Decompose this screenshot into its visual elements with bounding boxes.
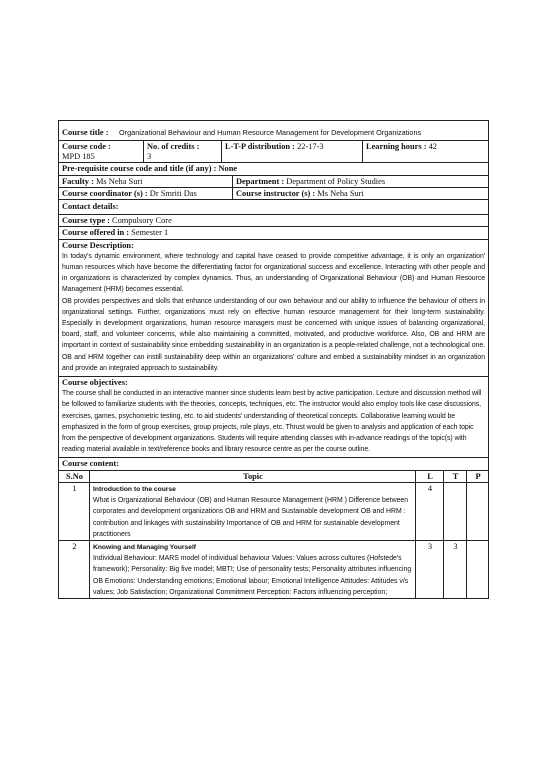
course-objectives-text: The course shall be conducted in an interactive manner since students learn best by active participation. Lecture and discussion method will be followed to familiarize students with the theories, concepts, techniques, etc. The instructor would also employ tools like case discussions, exercises, games, psychometric testing, etc. to aid students' understanding of theoretical concepts. Collaborative learning would be emphasized in the form of group exercises, group projects, role plays, etc. Thrust would be given to analysis and application of each topic from the perspective of development organizations. Students will require attending classes with in-advance readings of the topic(s) with reading material available in text/reference books and library resource centre as per the course outline. — [62, 390, 482, 454]
instructor-value: Ms Neha Suri — [317, 188, 364, 198]
course-title-row — [59, 121, 488, 140]
course-content-heading: Course content: — [62, 459, 119, 469]
contact-details-label: Contact details: — [62, 202, 119, 212]
course-description-paragraph-2: OB provides perspectives and skills that enhance understanding of our own behaviour and our ability to influence the behaviour of others in organizational settings. Further, organizations must rely on effective human resource management for their long-term sustainability. Especially in development organizations, human resource managers must be concerned with unique issues of balancing organizational, board, staff, and volunteer concerns, while also maintaining a committed, motivated, and productive workforce. Also, OB and HRM are important in context of sustainability since embedding sustainability in an organization is a people-related challenge, not a technological one. OB and HRM together can instill sustainability deep within an organizations' culture and embed a sustainability mindset in an organization and provide an integrated approach to sustainability. — [62, 297, 485, 372]
course-code-value: MPD 185 — [62, 152, 95, 162]
course-outline-table — [58, 120, 489, 599]
course-offered-value: Semester 1 — [131, 228, 169, 238]
course-objectives-row — [59, 376, 488, 457]
coordinator-row — [59, 187, 488, 199]
course-title-value: Organizational Behaviour and Human Resource Management for Development Organizations — [118, 128, 422, 137]
course-title-label: Course title : — [62, 128, 109, 137]
table-row — [59, 540, 488, 598]
topic-body: Individual Behaviour: MARS model of individual behaviour Values: Values across cultures (Hofstede's framework); Personality: Big five model; MBTI; Use of personality tests; Personality attributes influencing OB Emotions: Understanding emotions; Emotional labour; Emotional Intelligence Attitudes: Attitudes v/s values; Job Satisfaction; Organizational Commitment Perception: Factors influencing perception; — [93, 555, 412, 596]
coordinator-value: Dr Smriti Das — [149, 188, 197, 198]
prerequisite-row — [59, 162, 488, 174]
prerequisite-value: None — [218, 164, 238, 174]
faculty-value: Ms Neha Suri — [95, 176, 143, 186]
column-header-sno: S.No — [66, 471, 83, 481]
course-type-value: Compulsory Core — [112, 216, 172, 226]
coordinator-label: Course coordinator (s) : — [62, 188, 148, 198]
course-content-heading-row — [59, 457, 488, 469]
course-description-paragraph-1: In today's dynamic environment, where technology and capital have ceased to provide competitive advantage, it is only an organization' human resources which have become the differentiating factor for organizational success and excellence. Interacting with other people and in organizations is characterized by complex dynamics. Thus, an understanding of Organizational Behaviour (OB) and Human Resource Management (HRM) becomes essential. — [62, 252, 485, 294]
column-header-topic: Topic — [89, 471, 415, 482]
ltp-label: L-T-P distribution : — [225, 142, 295, 151]
course-type-row — [59, 214, 488, 226]
row-t — [443, 483, 466, 540]
course-meta-row — [59, 140, 488, 162]
column-header-t: T — [443, 471, 466, 482]
faculty-row — [59, 175, 488, 187]
course-type-label: Course type : — [62, 216, 110, 226]
row-p — [466, 541, 488, 598]
faculty-label: Faculty : — [62, 176, 94, 186]
row-sno: 2 — [72, 541, 77, 551]
course-description-heading: Course Description: — [62, 240, 134, 250]
credits-label: No. of credits : — [147, 142, 200, 151]
instructor-label: Course instructor (s) : — [236, 188, 316, 198]
table-row — [59, 482, 488, 540]
topic-title: Knowing and Managing Yourself — [93, 543, 197, 551]
course-offered-label: Course offered in : — [62, 228, 130, 238]
topic-title: Introduction to the course — [93, 485, 176, 493]
content-table-header — [59, 470, 488, 482]
row-t: 3 — [443, 541, 466, 598]
ltp-value: 22-17-3 — [297, 142, 324, 151]
department-label: Department : — [236, 176, 285, 186]
row-sno: 1 — [72, 483, 77, 493]
course-offered-row — [59, 226, 488, 238]
learning-hours-label: Learning hours : — [366, 142, 427, 151]
credits-value: 3 — [147, 152, 152, 162]
course-objectives-heading: Course objectives: — [62, 378, 128, 388]
department-value: Department of Policy Studies — [286, 176, 386, 186]
topic-body: What is Organizational Behaviour (OB) and Human Resource Management (HRM ) Difference between corporates and development organizations OB and HRM and Sustainable development OB and HRM : contribution and linkages with sustainability Importance of OB and HRM for sustainable development practitioners — [93, 497, 409, 538]
course-description-row — [59, 239, 488, 376]
column-header-p: P — [466, 471, 488, 482]
row-l: 3 — [415, 541, 443, 598]
column-header-l: L — [415, 471, 443, 482]
prerequisite-label: Pre-requisite course code and title (if any) : — [62, 164, 217, 174]
course-code-label: Course code : — [62, 142, 111, 151]
contact-row — [59, 199, 488, 214]
row-l: 4 — [415, 483, 443, 540]
row-p — [466, 483, 488, 540]
learning-hours-value: 42 — [428, 142, 437, 151]
